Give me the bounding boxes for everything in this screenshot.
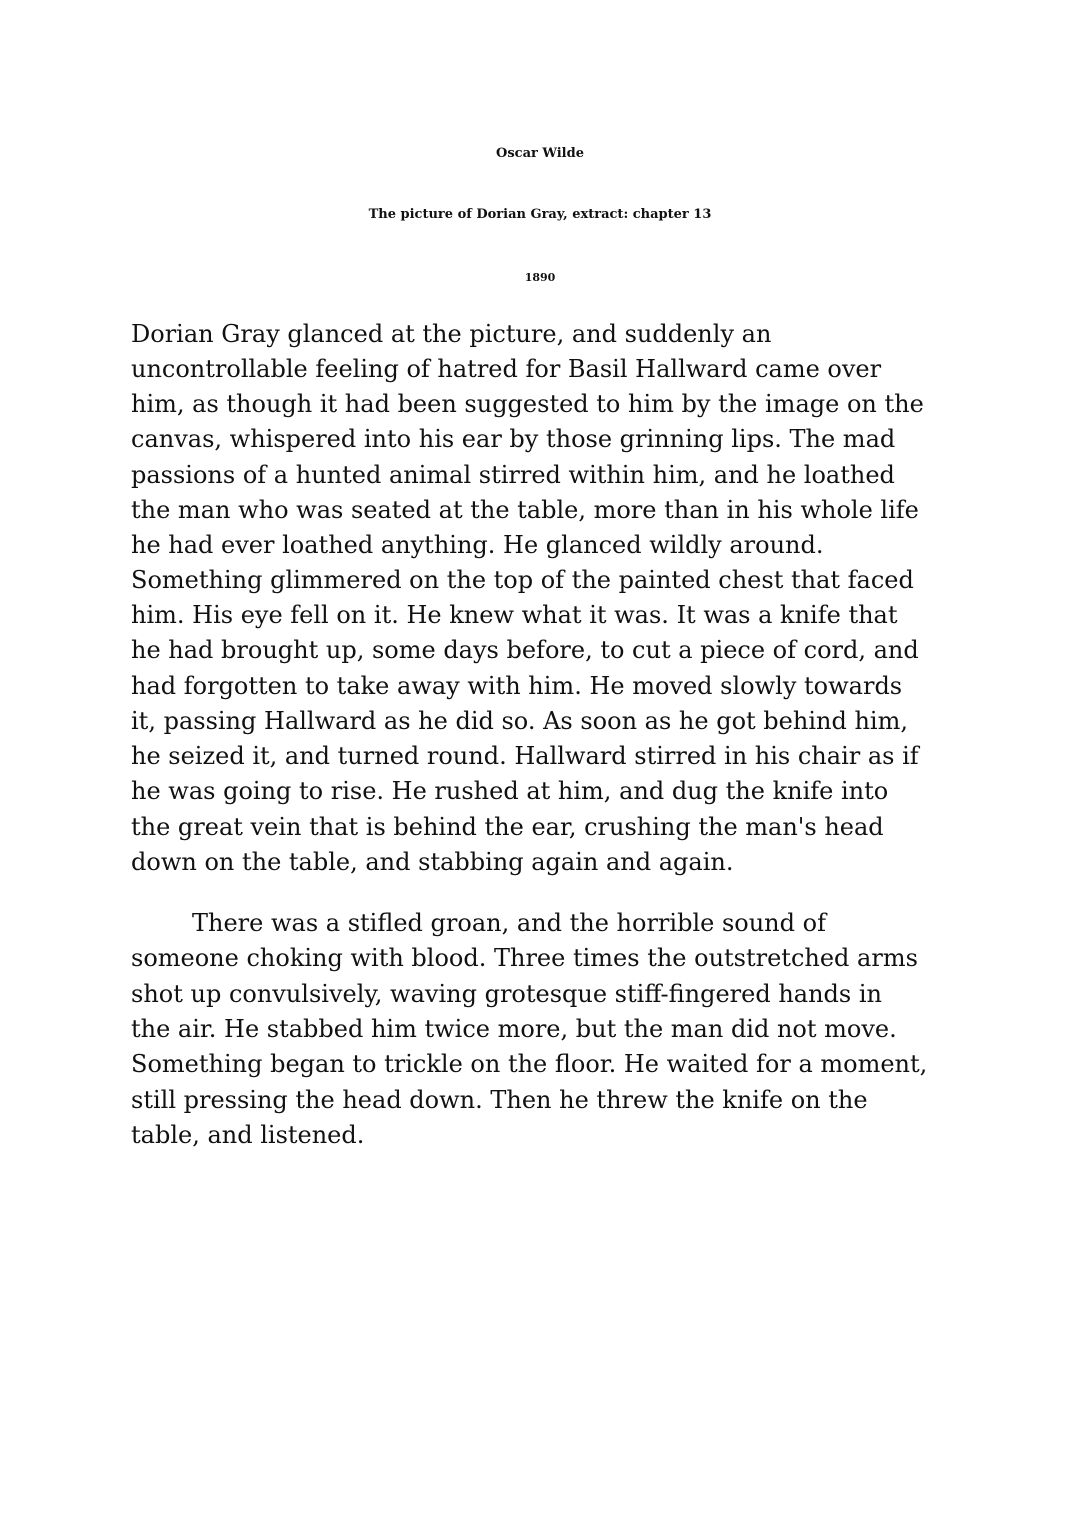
text-line: the man who was seated at the table, more than in his whole life	[131, 496, 919, 524]
text-line: the great vein that is behind the ear, crushing the man's head	[131, 813, 884, 841]
text-line: passions of a hunted animal stirred within him, and he loathed	[131, 461, 895, 489]
text-line: had forgotten to take away with him. He moved slowly towards	[131, 672, 903, 700]
text-line: it, passing Hallward as he did so. As soon as he got behind him,	[131, 707, 908, 735]
text-line: uncontrollable feeling of hatred for Basil Hallward came over	[131, 355, 882, 383]
text-line: down on the table, and stabbing again and again.	[131, 848, 734, 876]
year-heading: 1890	[524, 271, 556, 284]
text-line: There was a stifled groan, and the horrible sound of	[192, 909, 826, 937]
text-line: Something began to trickle on the floor. He waited for a moment,	[131, 1050, 928, 1078]
title-heading: The picture of Dorian Gray, extract: chapter 13	[368, 207, 712, 222]
text-line: canvas, whispered into his ear by those grinning lips. The mad	[131, 425, 896, 453]
text-line: Dorian Gray glanced at the picture, and suddenly an	[131, 320, 772, 348]
author-heading: Oscar Wilde	[496, 146, 584, 161]
text-line: he seized it, and turned round. Hallward stirred in his chair as if	[131, 742, 919, 770]
text-line: he was going to rise. He rushed at him, and dug the knife into	[131, 777, 889, 805]
text-line: he had ever loathed anything. He glanced wildly around.	[131, 531, 824, 559]
text-line: Something glimmered on the top of the painted chest that faced	[131, 566, 914, 594]
text-line: the air. He stabbed him twice more, but the man did not move.	[131, 1015, 897, 1043]
text-line: him. His eye fell on it. He knew what it was. It was a knife that	[131, 601, 898, 629]
text-line: he had brought up, some days before, to cut a piece of cord, and	[131, 636, 919, 664]
text-line: still pressing the head down. Then he threw the knife on the	[131, 1086, 868, 1114]
text-line: someone choking with blood. Three times the outstretched arms	[131, 944, 918, 972]
text-line: table, and listened.	[131, 1121, 365, 1149]
text-line: him, as though it had been suggested to him by the image on the	[131, 390, 924, 418]
text-line: shot up convulsively, waving grotesque stiff-fingered hands in	[131, 980, 882, 1008]
